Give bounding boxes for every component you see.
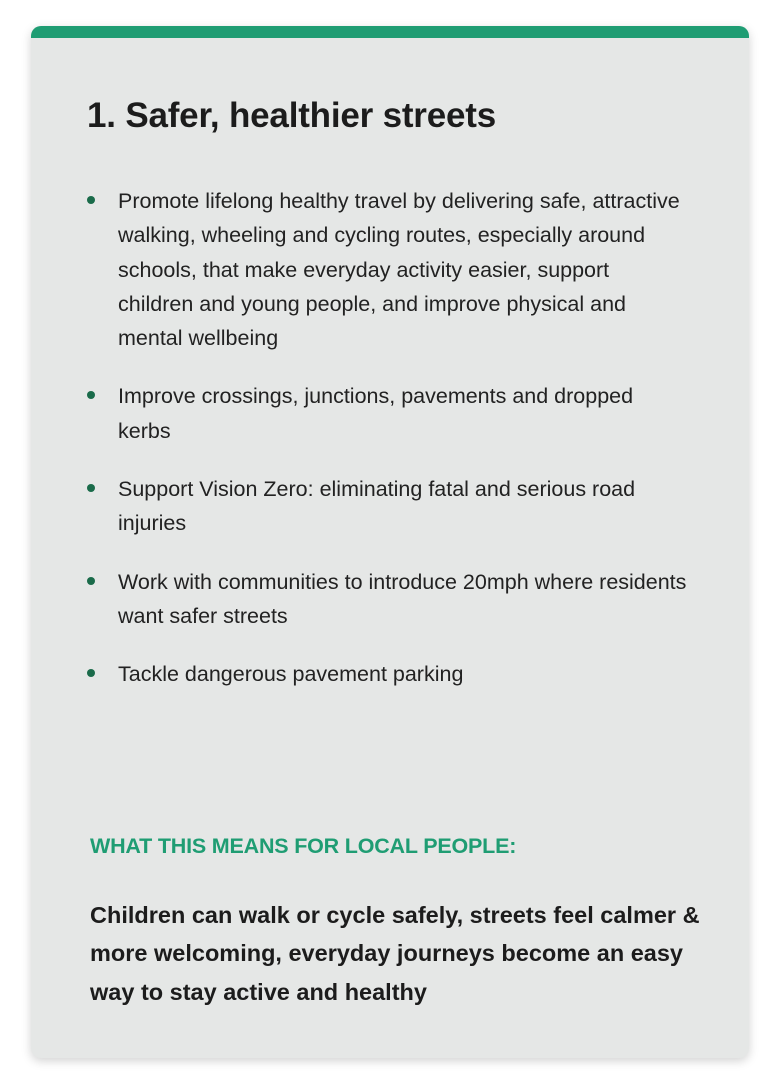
card-title: 1. Safer, healthier streets — [87, 96, 496, 135]
bullet-text: Improve crossings, junctions, pavements and dropped kerbs — [118, 384, 634, 443]
means-heading: WHAT THIS MEANS FOR LOCAL PEOPLE: — [90, 834, 517, 858]
bullet-item — [87, 184, 687, 355]
bullet-text: Work with communities to introduce 20mph where residents want safer streets — [118, 569, 687, 628]
bullet-dot-icon — [87, 484, 95, 492]
bullet-item — [87, 472, 687, 541]
bullet-item — [87, 379, 687, 448]
bullet-dot-icon — [87, 196, 95, 204]
bullet-text: Tackle dangerous pavement parking — [118, 662, 464, 687]
means-body: Children can walk or cycle safely, streets feel calmer & more welcoming, everyday journeys become an easy way to stay active and healthy — [90, 902, 700, 1005]
bullet-item — [87, 657, 687, 691]
bullet-dot-icon — [87, 577, 95, 585]
bullet-dot-icon — [87, 391, 95, 399]
bullet-list — [87, 184, 687, 716]
card-accent-bar — [31, 26, 749, 38]
policy-card — [31, 26, 749, 1058]
bullet-dot-icon — [87, 669, 95, 677]
bullet-item — [87, 565, 687, 634]
bullet-text: Support Vision Zero: eliminating fatal and serious road injuries — [118, 477, 636, 536]
bullet-text: Promote lifelong healthy travel by delivering safe, attractive walking, wheeling and cycling routes, especially around schools, that make everyday activity easier, support children and young people, and improve physical and mental wellbeing — [118, 189, 680, 351]
